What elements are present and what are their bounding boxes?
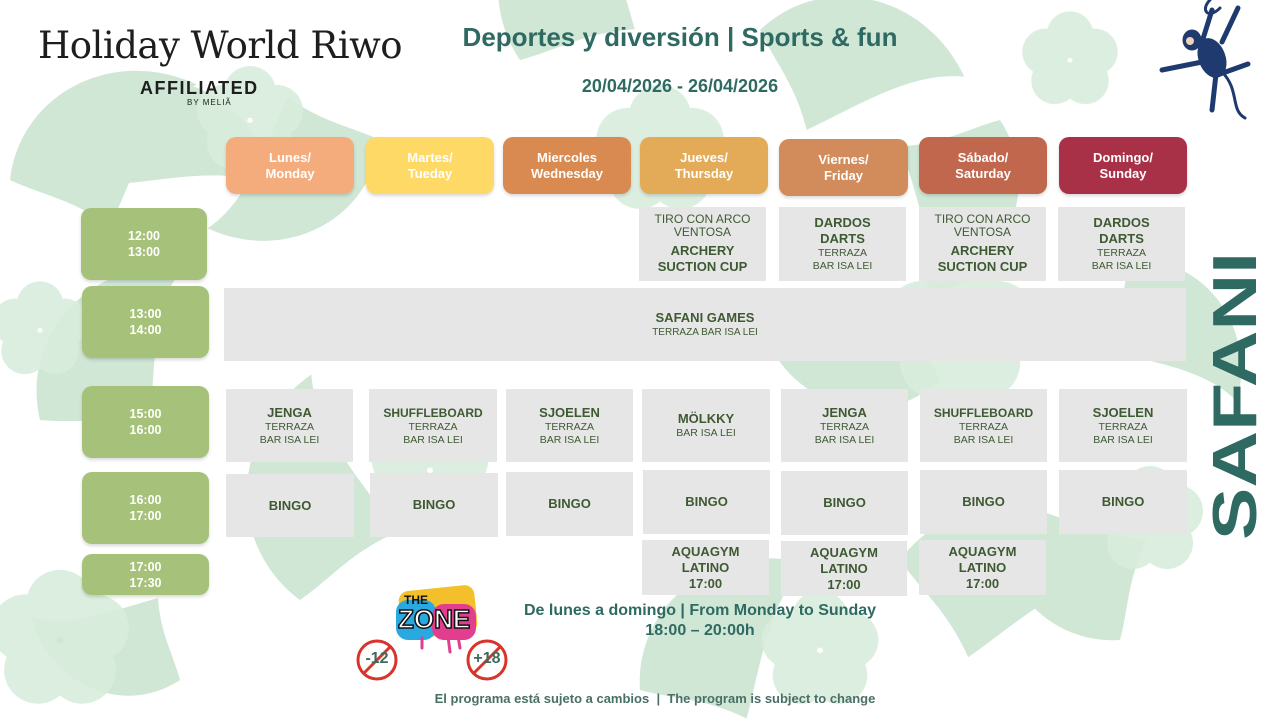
- activity-sun-bingo: BINGO: [1059, 470, 1187, 534]
- monkey-icon: [1150, 0, 1260, 120]
- activity-wed-bingo: BINGO: [506, 472, 633, 536]
- day-header-saturday: Sábado/ Saturday: [919, 137, 1047, 194]
- page-title: Deportes y diversión | Sports & fun: [462, 22, 898, 52]
- activity-thu-archery: TIRO CON ARCO VENTOSA ARCHERY SUCTION CUP: [639, 207, 766, 281]
- activity-fri-bingo: BINGO: [781, 471, 908, 535]
- activity-safani-games: SAFANI GAMES TERRAZA BAR ISA LEI: [224, 288, 1186, 361]
- week-range: 20/04/2026 - 26/04/2026: [581, 76, 779, 96]
- time-slot-13-14: 13:00 14:00: [82, 286, 209, 358]
- activity-sat-aquagym: AQUAGYM LATINO 17:00: [919, 540, 1046, 595]
- brand-logo-name: Holiday World Riwo: [38, 24, 403, 67]
- zone-days: De lunes a domingo | From Monday to Sunday: [523, 602, 877, 619]
- age-max-label: +18: [473, 650, 501, 667]
- activity-sat-shuffleboard: SHUFFLEBOARD TERRAZA BAR ISA LEI: [920, 389, 1047, 462]
- day-header-sunday: Domingo/ Sunday: [1059, 137, 1187, 194]
- activity-thu-molkky: MÖLKKY BAR ISA LEI: [642, 389, 770, 462]
- age-min-label: -12: [365, 650, 389, 667]
- day-header-thursday: Jueves/ Thursday: [640, 137, 768, 194]
- day-header-monday: Lunes/ Monday: [226, 137, 354, 194]
- activity-mon-bingo: BINGO: [226, 474, 354, 537]
- the-zone-logo-zone: ZONE: [398, 604, 471, 634]
- brand-by-melia: BY MELIÃ: [187, 98, 232, 107]
- brand-affiliated: AFFILIATED: [140, 78, 259, 98]
- activity-mon-jenga: JENGA TERRAZA BAR ISA LEI: [226, 389, 353, 462]
- time-slot-17-1730: 17:00 17:30: [82, 554, 209, 595]
- day-header-wednesday: Miercoles Wednesday: [503, 137, 631, 194]
- activity-thu-aquagym: AQUAGYM LATINO 17:00: [642, 540, 769, 595]
- activity-sun-sjoelen: SJOELEN TERRAZA BAR ISA LEI: [1059, 389, 1187, 462]
- safani-logo: [1201, 250, 1270, 540]
- footer-disclaimer: El programa está sujeto a cambios | The program is subject to change: [434, 691, 876, 706]
- time-slot-12-13: 12:00 13:00: [81, 208, 207, 280]
- zone-hours: 18:00 – 20:00h: [645, 622, 755, 639]
- activity-sun-darts: DARDOS DARTS TERRAZA BAR ISA LEI: [1058, 207, 1185, 281]
- activity-sat-archery: TIRO CON ARCO VENTOSA ARCHERY SUCTION CUP: [919, 207, 1046, 281]
- day-header-friday: Viernes/ Friday: [779, 139, 908, 196]
- activity-thu-bingo: BINGO: [643, 470, 770, 534]
- activity-tue-bingo: BINGO: [370, 473, 498, 537]
- the-zone-logo-the: THE: [404, 593, 428, 607]
- time-slot-15-16: 15:00 16:00: [82, 386, 209, 458]
- activity-tue-shuffleboard: SHUFFLEBOARD TERRAZA BAR ISA LEI: [369, 389, 497, 462]
- day-header-tuesday: Martes/ Tueday: [366, 137, 494, 194]
- activity-fri-jenga: JENGA TERRAZA BAR ISA LEI: [781, 389, 908, 462]
- activity-fri-darts: DARDOS DARTS TERRAZA BAR ISA LEI: [779, 207, 906, 281]
- activity-wed-sjoelen: SJOELEN TERRAZA BAR ISA LEI: [506, 389, 633, 462]
- activity-fri-aquagym: AQUAGYM LATINO 17:00: [781, 541, 907, 596]
- activity-sat-bingo: BINGO: [920, 470, 1047, 534]
- safani-label: SAFANI: [1201, 312, 1270, 540]
- time-slot-16-17: 16:00 17:00: [82, 472, 209, 544]
